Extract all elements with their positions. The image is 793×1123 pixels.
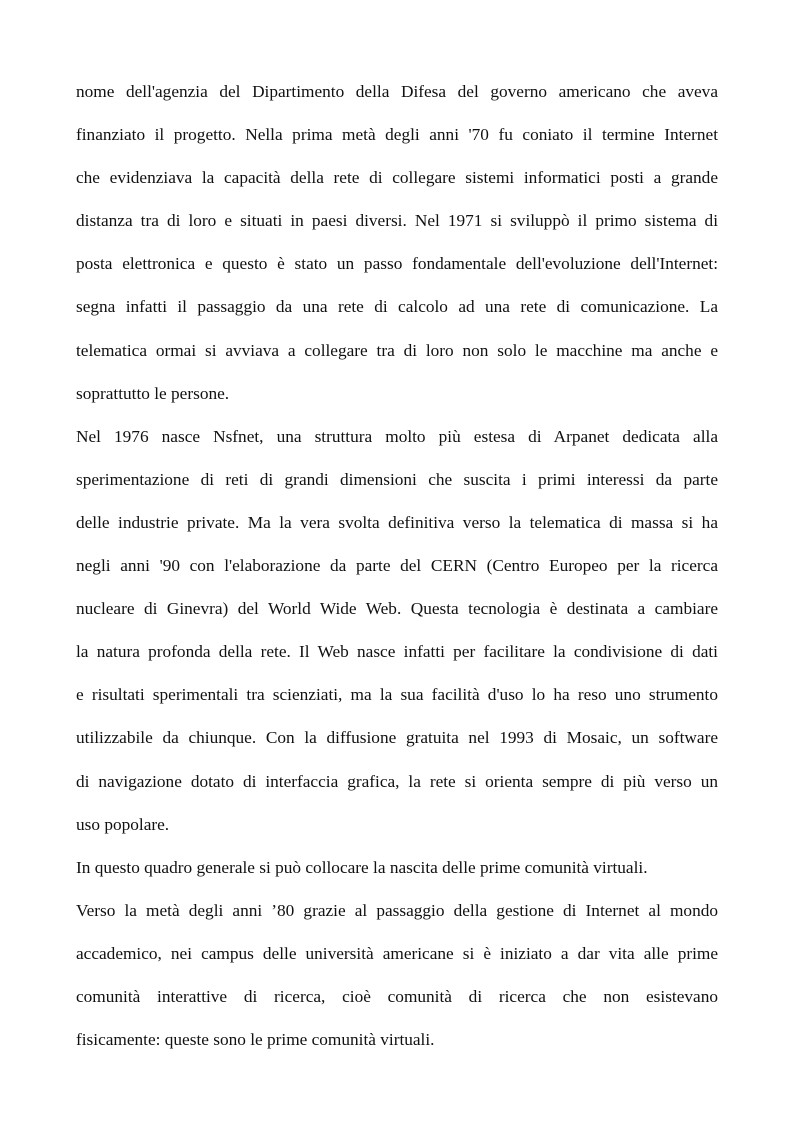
text-line: fisicamente: queste sono le prime comunità virtuali.: [76, 1030, 435, 1050]
text-line: nucleare di Ginevra) del World Wide Web. Questa tecnologia è destinata a cambiare: [76, 599, 718, 619]
text-line: comunità interattive di ricerca, cioè comunità di ricerca che non esistevano: [76, 986, 718, 1006]
text-line: accademico, nei campus delle università americane si è iniziato a dar vita alle prime: [76, 943, 718, 963]
text-line: finanziato il progetto. Nella prima metà degli anni '70 fu coniato il termine Internet: [76, 125, 718, 145]
text-line: e risultati sperimentali tra scienziati, ma la sua facilità d'uso lo ha reso uno strumento: [76, 685, 718, 705]
text-line: utilizzabile da chiunque. Con la diffusione gratuita nel 1993 di Mosaic, un software: [76, 728, 718, 748]
text-line: nome dell'agenzia del Dipartimento della Difesa del governo americano che aveva: [76, 82, 718, 101]
text-line: negli anni '90 con l'elaborazione da parte del CERN (Centro Europeo per la ricerca: [76, 556, 718, 576]
paragraph-virtual-communities-intro: [76, 846, 718, 889]
text-line: distanza tra di loro e situati in paesi diversi. Nel 1971 si sviluppò il primo sistema di: [76, 211, 718, 231]
text-line: Nel 1976 nasce Nsfnet, una struttura molto più estesa di Arpanet dedicata alla: [76, 426, 718, 446]
text-line: telematica ormai si avviava a collegare tra di loro non solo le macchine ma anche e: [76, 340, 718, 360]
text-line: uso popolare.: [76, 814, 170, 834]
text-line: la natura profonda della rete. Il Web nasce infatti per facilitare la condivisione di dati: [76, 642, 718, 662]
text-line: segna infatti il passaggio da una rete di calcolo ad una rete di comunicazione. La: [76, 297, 718, 317]
text-line: di navigazione dotato di interfaccia grafica, la rete si orienta sempre di più verso un: [76, 771, 718, 791]
text-line: In questo quadro generale si può collocare la nascita delle prime comunità virtuali.: [76, 857, 648, 877]
paragraph-academic-communities: [76, 889, 718, 1061]
text-line: sperimentazione di reti di grandi dimensioni che suscita i primi interessi da parte: [76, 469, 718, 489]
text-line: posta elettronica e questo è stato un passo fondamentale dell'evoluzione dell'Internet:: [76, 254, 718, 274]
paragraph-arpanet-internet: [76, 70, 718, 415]
text-line: soprattutto le persone.: [76, 383, 230, 403]
paragraph-nsfnet-web: [76, 415, 718, 846]
text-line: che evidenziava la capacità della rete di collegare sistemi informatici posti a grande: [76, 168, 718, 188]
text-line: Verso la metà degli anni ’80 grazie al passaggio della gestione di Internet al mondo: [76, 900, 718, 920]
body-text: [76, 70, 718, 1061]
text-line: delle industrie private. Ma la vera svolta definitiva verso la telematica di massa si ha: [76, 512, 718, 532]
